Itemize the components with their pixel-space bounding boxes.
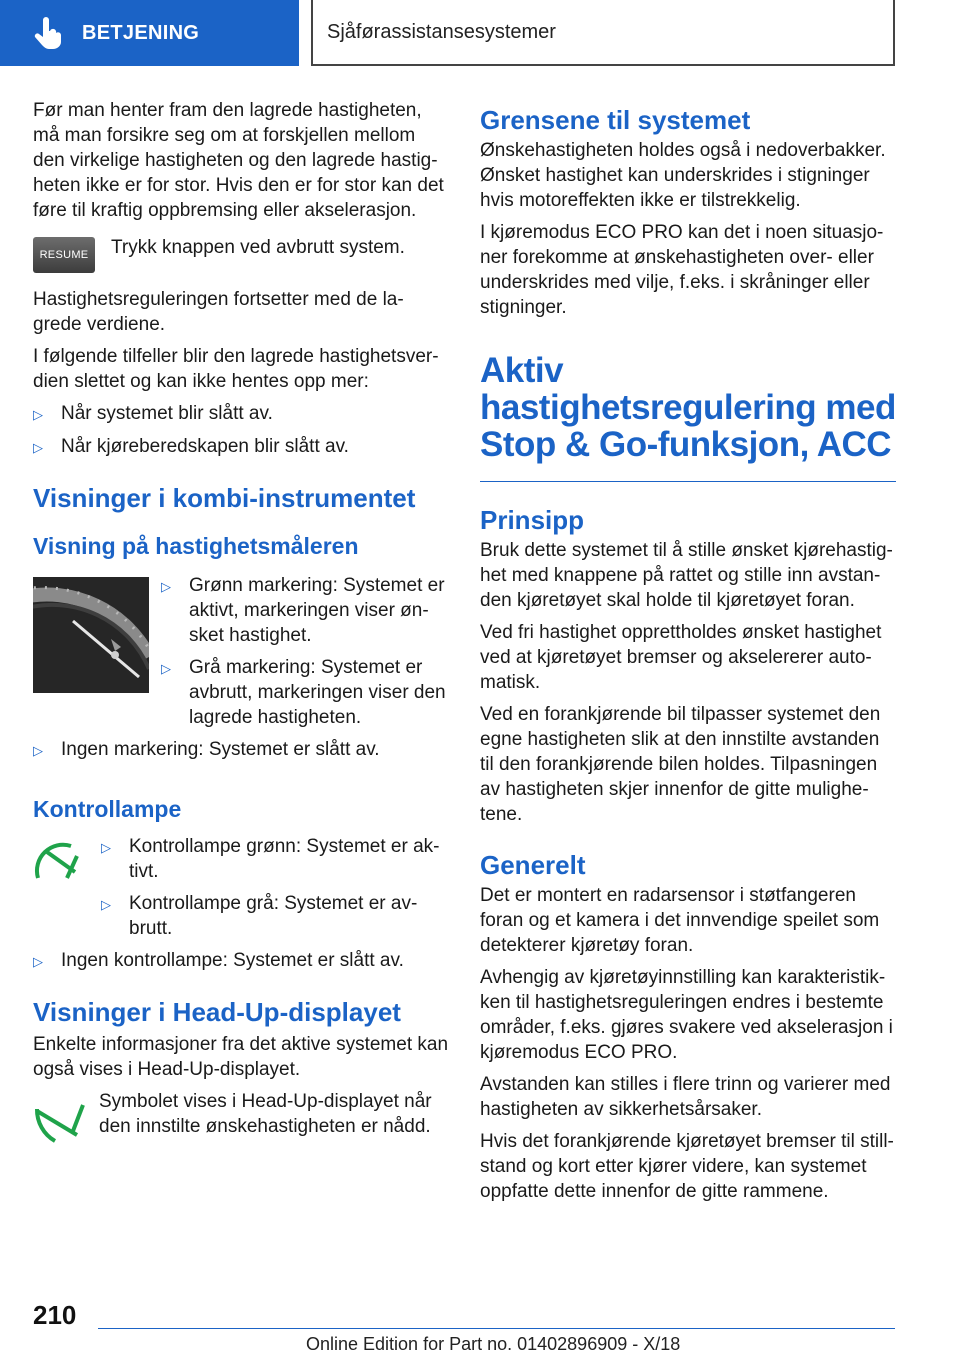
heading-limits: Grensene til systemet [480, 105, 751, 135]
heading-hud: Visninger i Head-Up-displayet [33, 997, 401, 1027]
list-item: ▷ Når kjøreberedskapen blir slått av. [33, 434, 449, 460]
list-item: ▷ Når systemet blir slått av. [33, 401, 449, 427]
triangle-bullet-icon: ▷ [33, 407, 43, 422]
general-paragraph-3: Avstanden kan stilles i flere trinn og varierer med hastigheten av sikkerhetsårsaker. [480, 1074, 891, 1120]
list-item: ▷ Grå markering: Systemet er avbrutt, markeringen viser den lagrede hastigheten. [161, 657, 446, 728]
heading-lamp: Kontrollampe [33, 796, 182, 822]
limits-paragraph-2: I kjøremodus ECO PRO kan det i noen situasjo‐ner forekomme at ønskehastigheten over- eller underskrides med vilje, f.eks. i skråninger eller stigninger. [480, 222, 884, 318]
resume-row [33, 235, 449, 273]
triangle-bullet-icon: ▷ [101, 897, 111, 912]
chapter-tab[interactable] [0, 0, 299, 66]
resume-button[interactable]: RESUME [33, 237, 95, 273]
principle-paragraph-1: Bruk dette systemet til å stille ønsket kjørehastig‐het med knappene på rattet og stille inn avstan‐den kjøretøyet skal holde til kjøretøyet foran. [480, 540, 893, 611]
intro-paragraph: Før man henter fram den lagrede hastigheten, må man forsikre seg om at forskjellen mellom den virkelige hastigheten og den lagrede hastig‐heten ikke er for stor. Hvis den er for stor kan det føre til kraftig oppbremsing eller akselerasjon. [33, 100, 444, 221]
left-column [33, 98, 449, 1154]
chapter-tab-label: BETJENING [82, 21, 200, 44]
heading-principle: Prinsipp [480, 505, 585, 535]
hand-pointer-icon [28, 13, 68, 53]
general-paragraph-4: Hvis det forankjørende kjøretøyet bremser til still‐stand og kort etter kjører videre, kan systemet oppfatte dette innenfor de gitte rammene. [480, 1131, 894, 1202]
triangle-bullet-icon: ▷ [101, 840, 111, 855]
triangle-bullet-icon: ▷ [161, 661, 171, 676]
principle-paragraph-2: Ved fri hastighet opprettholdes ønsket hastighet ved at kjøretøyet bremser og akselererer auto‐matisk. [480, 622, 882, 693]
list-item: ▷ Kontrollampe grønn: Systemet er ak‐tivt. [101, 836, 440, 882]
heading-speedo: Visning på hastighetsmåleren [33, 533, 359, 559]
list-item: ▷ Ingen kontrollampe: Systemet er slått av. [33, 948, 449, 974]
heading-acc: Aktiv hastighetsregulering med Stop & Go-funksjon, ACC [480, 351, 896, 464]
hud-paragraph: Enkelte informasjoner fra det aktive systemet kan også vises i Head-Up-displayet. [33, 1034, 449, 1080]
footer-edition: Online Edition for Part no. 01402896909 - X/18 [306, 1334, 681, 1354]
section-title: Sjåførassistansesystemer [311, 0, 895, 66]
hud-symbol-text: Symbolet vises i Head-Up-displayet når den innstilte ønskehastigheten er nådd. [99, 1091, 432, 1137]
continue-paragraph: Hastighetsreguleringen fortsetter med de la‐grede verdiene. [33, 289, 404, 335]
list-item: ▷ Grønn markering: Systemet er aktivt, markeringen viser øn‐sket hastighet. [161, 575, 445, 646]
general-paragraph-2: Avhengig av kjøretøyinnstilling kan karakteristik‐ken til hastighetsreguleringen endres i bestemte områder, f.eks. gjøres svakere ved akselerasjon i kjøremodus ECO PRO. [480, 967, 893, 1063]
deleted-paragraph: I følgende tilfeller blir den lagrede hastighetsver‐dien slettet og kan ikke hentes opp mer: [33, 346, 439, 392]
speedo-row [33, 573, 449, 737]
triangle-bullet-icon: ▷ [33, 743, 43, 758]
triangle-bullet-icon: ▷ [33, 954, 43, 969]
cruise-control-lamp-icon [33, 838, 83, 886]
hud-symbol-row [33, 1089, 449, 1154]
list-item: ▷ Ingen markering: Systemet er slått av. [33, 737, 449, 763]
limits-paragraph-1: Ønskehastigheten holdes også i nedoverbakker. Ønsket hastighet kan underskrides i stigninger hvis motoreffekten ikke er tilstrekkelig. [480, 140, 886, 211]
lamp-row [33, 834, 449, 948]
heading-general: Generelt [480, 850, 586, 880]
heading-instrument: Visninger i kombi-instrumentet [33, 483, 416, 513]
page-number: 210 [33, 1300, 77, 1330]
right-column [480, 98, 896, 1211]
triangle-bullet-icon: ▷ [33, 440, 43, 455]
speedometer-image [33, 577, 149, 693]
heading-rule [480, 481, 896, 482]
resume-text: Trykk knappen ved avbrutt system. [111, 237, 405, 258]
principle-paragraph-3: Ved en forankjørende bil tilpasser systemet den egne hastigheten slik at den innstilte avstanden til den forankjørende bilen holdes. Tilpasningen av hastigheten skjer innenfor de gitte mulighe‐tene. [480, 704, 881, 825]
triangle-bullet-icon: ▷ [161, 579, 171, 594]
general-paragraph-1: Det er montert en radarsensor i støtfangeren foran og et kamera i det innvendige speilet som detekterer kjøretøy foran. [480, 885, 880, 956]
footer-rule [98, 1328, 895, 1329]
hud-cruise-icon [33, 1095, 89, 1147]
list-item: ▷ Kontrollampe grå: Systemet er av‐brutt. [101, 893, 418, 939]
